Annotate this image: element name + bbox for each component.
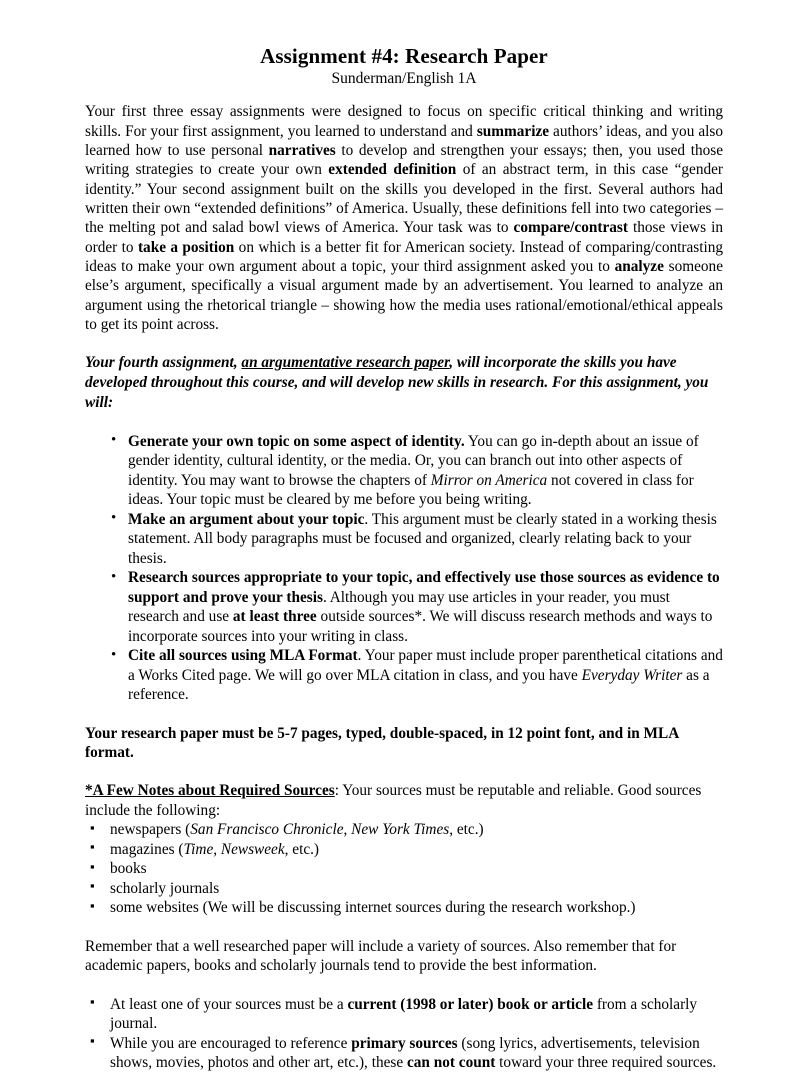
source-text-2: , (213, 840, 221, 858)
notes-body-text: : Your sources must be reputable and reliable. Good sources include the following: (85, 782, 702, 819)
intro-bold-extended-definition: extended definition (328, 161, 457, 179)
rule-bold-2: can not count (406, 1054, 496, 1072)
list-item (85, 898, 723, 918)
intro-text-3: to develop and strengthen your essays; then, you used those writing strategies to create your own (85, 142, 723, 179)
bullet-text-1: . This argument must be clearly stated in a working thesis statement. All body paragraphs must be focused and organized, clearly relating back to your thesis. (128, 510, 717, 567)
spacer (85, 976, 723, 995)
intro-text-1: Your first three essay assignments were designed to focus on specific critical thinking and writing skills. For your first assignment, you learned to understand and (85, 103, 723, 140)
rule-text-2: (song lyrics, advertisements, television shows, movies, photos and other art, etc.), these (110, 1034, 700, 1072)
intro-text-2: authors’ ideas, and you also learned how to use personal (85, 122, 723, 160)
remember-paragraph: Remember that a well researched paper will include a variety of sources. Also remember that for academic papers, books and scholarly journals tend to provide the best information. (85, 937, 677, 975)
bullet-text-2: not covered in class for ideas. Your topic must be cleared by me before you being writing. (128, 471, 694, 509)
source-rules-list (85, 995, 723, 1073)
notes-heading: *A Few Notes about Required Sources (85, 782, 335, 800)
intro-text-7: someone else’s argument, specifically a visual argument made by an advertisement. You learned to analyze an argument using the rhetorical triangle – showing how the media uses rational/emotional/ethical appeals to get its point across. (85, 258, 723, 334)
spacer (85, 918, 723, 937)
source-italic-2: New York Times (351, 821, 450, 839)
bullet-text-2: outside sources*. We will discuss research methods and ways to incorporate sources into your writing in class. (128, 608, 713, 645)
rule-bold-1: current (1998 or later) book or article (347, 995, 594, 1013)
list-item (85, 568, 723, 646)
list-item (85, 840, 723, 860)
spacer (85, 413, 723, 432)
intro-bold-narratives: narratives (268, 142, 336, 160)
list-item (85, 879, 723, 899)
list-item (85, 995, 723, 1034)
page-title: Assignment #4: Research Paper (260, 44, 548, 68)
bullet-text-1: . Your paper must include proper parenthetical citations and a Works Cited page. We will go over MLA citation in class, and you have (128, 647, 723, 684)
source-italic-2: Newsweek (220, 840, 285, 858)
source-text-3: , etc.) (449, 821, 484, 839)
source-text-2: , (343, 821, 352, 839)
bullet-bold-lead: Make an argument about your topic (128, 510, 365, 528)
rule-text-1: At least one of your sources must be a (110, 995, 348, 1013)
rule-text-2: from a scholarly journal. (110, 995, 698, 1033)
format-requirement: Your research paper must be 5-7 pages, typed, double-spaced, in 12 point font, and in MLA format. (85, 724, 679, 762)
bullet-italic-title: Mirror on America (430, 471, 548, 489)
source-italic-1: San Francisco Chronicle (190, 821, 344, 839)
bullet-text-2: as a reference. (128, 666, 710, 704)
page-subtitle: Sunderman/English 1A (331, 69, 477, 87)
source-italic-1: Time (183, 840, 214, 858)
intro-text-6: on which is a better fit for American society. Instead of comparing/contrasting ideas to make your own argument about a topic, your third assignment asked you to (85, 238, 723, 276)
intro-text-4: of an abstract term, in this case “gender identity.” Your second assignment built on the skills you developed in the first. Several authors had written their own “extended definitions” of America. Usually, these definitions fell into two categories – the melting pot and salad bowl views of America. Your task was to (85, 161, 723, 237)
intro-bold-analyze: analyze (614, 258, 664, 276)
list-item (85, 646, 723, 705)
spacer (85, 334, 723, 353)
source-text-1: scholarly journals (110, 879, 220, 897)
bullet-italic-title: Everyday Writer (581, 666, 683, 684)
intro-bold-take-a-position: take a position (137, 238, 235, 256)
bullet-bold-at-least-three: at least three (232, 608, 317, 626)
lead-text-1: Your fourth assignment, (85, 354, 242, 372)
rule-text-3: toward your three required sources. (495, 1054, 717, 1072)
source-text-1: books (110, 860, 147, 878)
list-item (85, 510, 723, 569)
bullet-bold-lead: Research sources appropriate to your topic, and effectively use those sources as evidence to support and prove your thesis (128, 569, 720, 606)
lead-underline-phrase: an argumentative research paper (241, 354, 450, 372)
list-item (85, 820, 723, 840)
source-text-1: some websites (We will be discussing internet sources during the research workshop.) (110, 899, 636, 917)
bullet-text-1: . Although you may use articles in your reader, you must research and use (128, 588, 670, 626)
rule-text-1: While you are encouraged to reference (110, 1034, 352, 1052)
bullet-text-1: You can go in-depth about an issue of gender identity, cultural identity, or the media. Or, you can branch out into other aspects of identity. You may want to browse the chapters of (128, 432, 699, 489)
intro-text-5: those views in order to (85, 219, 723, 256)
lead-text-2: , will incorporate the skills you have developed throughout this course, and will develop new skills in research. For this assignment, you will: (85, 354, 709, 411)
intro-bold-summarize: summarize (476, 122, 550, 140)
source-types-list (85, 820, 723, 918)
source-text-1: newspapers ( (110, 821, 191, 839)
source-text-1: magazines ( (110, 840, 184, 858)
lead-paragraph (85, 353, 723, 412)
requirements-list (85, 432, 723, 705)
rule-bold-1: primary sources (351, 1034, 458, 1052)
bullet-bold-lead: Generate your own topic on some aspect of identity. (128, 432, 465, 450)
bullet-bold-lead: Cite all sources using MLA Format (128, 647, 358, 665)
source-text-3: , etc.) (284, 840, 320, 858)
list-item (85, 432, 723, 510)
spacer (85, 705, 723, 724)
list-item (85, 1034, 723, 1073)
intro-bold-compare-contrast: compare/contrast (513, 219, 628, 237)
list-item (85, 859, 723, 879)
spacer (85, 762, 723, 781)
intro-paragraph (85, 102, 723, 334)
notes-paragraph (85, 781, 723, 820)
